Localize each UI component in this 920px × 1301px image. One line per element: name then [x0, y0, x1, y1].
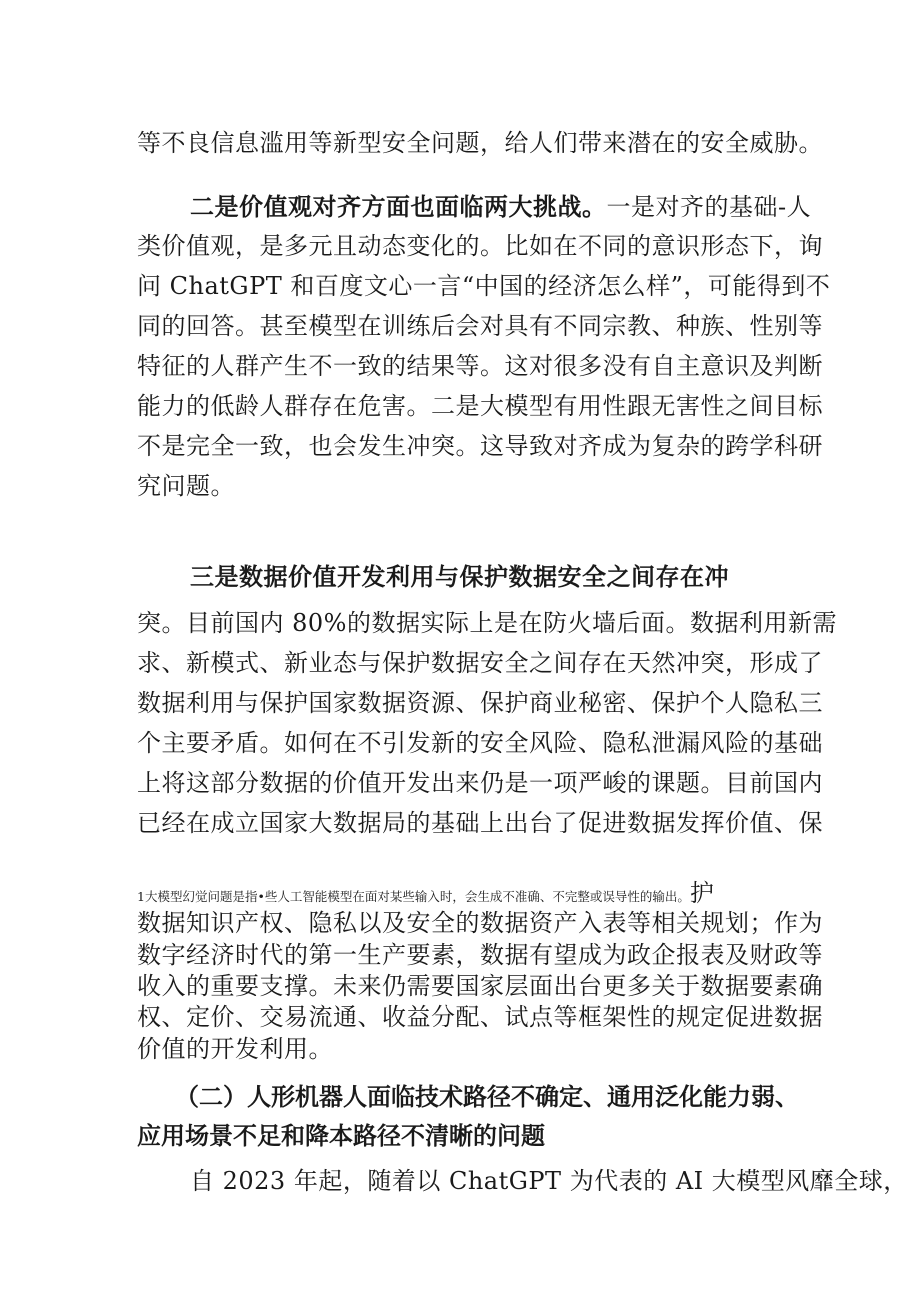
bold-heading: 三是数据价值开发利用与保护数据安全之间存在冲: [190, 562, 729, 591]
section-heading: （二）人形机器人面临技术路径不确定、通用泛化能力弱、: [175, 1082, 799, 1111]
paragraph-line: 能力的低龄人群存在危害。二是大模型有用性跟无害性之间目标: [137, 392, 823, 420]
paragraph-line: 类价值观，是多元且动态变化的。比如在不同的意识形态下，询: [137, 232, 823, 260]
paragraph-line: 个主要矛盾。如何在不引发新的安全风险、隐私泄漏风险的基础: [137, 729, 823, 757]
paragraph-line: 已经在成立国家大数据局的基础上出台了促进数据发挥价值、保: [137, 809, 823, 837]
paragraph-first-line: [190, 192, 812, 222]
paragraph-line: 求、新模式、新业态与保护数据安全之间存在天然冲突，形成了: [137, 649, 823, 677]
paragraph-line: 问 ChatGPT 和百度文心一言“中国的经济怎么样”，可能得到不: [137, 272, 831, 300]
paragraph-line: 同的回答。甚至模型在训练后会对具有不同宗教、种族、性别等: [137, 312, 823, 340]
paragraph-line: 究问题。: [137, 472, 235, 500]
paragraph-line: 等不良信息滥用等新型安全问题，给人们带来潜在的安全威胁。: [137, 129, 823, 157]
paragraph-line: 收入的重要支撑。未来仍需要国家层面出台更多关于数据要素确: [137, 972, 823, 1000]
paragraph-line: 数据知识产权、隐私以及安全的数据资产入表等相关规划；作为: [137, 909, 823, 937]
footnote: [137, 880, 714, 910]
paragraph-text: 一是对齐的基础-人: [606, 193, 812, 221]
paragraph-line: 上将这部分数据的价值开发出来仍是一项严峻的课题。目前国内: [137, 769, 823, 797]
footnote-text: 1大模型幻觉问题是指•些人工智能模型在面对某些输入时，会生成不准确、不完整或误导性的输出。: [137, 889, 690, 904]
paragraph-line: 特征的人群产生不一致的结果等。这对很多没有自主意识及判断: [137, 352, 823, 380]
paragraph-line: 数字经济时代的第一生产要素，数据有望成为政企报表及财政等: [137, 941, 823, 969]
paragraph-text: 护: [689, 879, 714, 907]
paragraph-line: 突。目前国内 80%的数据实际上是在防火墙后面。数据利用新需: [137, 609, 837, 637]
paragraph-line: 数据利用与保护国家数据资源、保护商业秘密、保护个人隐私三: [137, 689, 823, 717]
paragraph-line: 价值的开发利用。: [137, 1035, 333, 1063]
paragraph-line: 不是完全一致，也会发生冲突。这导致对齐成为复杂的跨学科研: [137, 432, 823, 460]
paragraph-line: 权、定价、交易流通、收益分配、试点等框架性的规定促进数据: [137, 1003, 823, 1031]
paragraph-first-line: 自 2023 年起，随着以 ChatGPT 为代表的 AI 大模型风靡全球，: [190, 1167, 908, 1195]
section-heading: 应用场景不足和降本路径不清晰的问题: [137, 1121, 545, 1150]
bold-lead: 二是价值观对齐方面也面临两大挑战。: [190, 192, 607, 221]
